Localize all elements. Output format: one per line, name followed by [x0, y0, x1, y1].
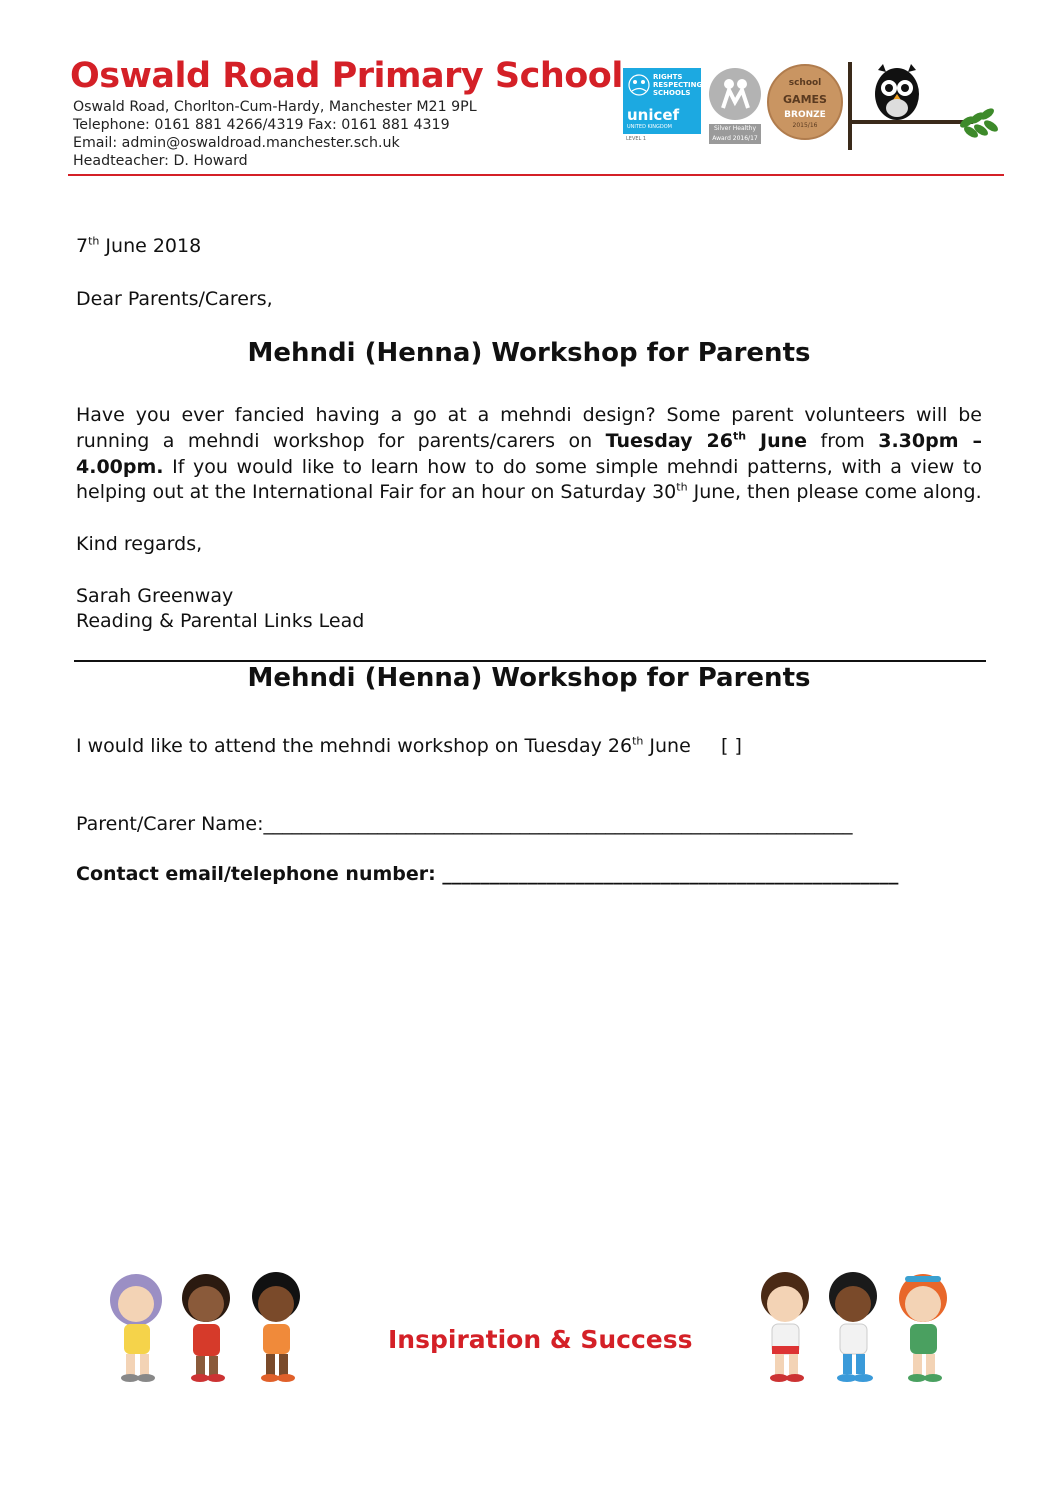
unicef-text: unicef [627, 106, 680, 124]
sport-award-label: Silver Healthy Award 2016/17 [709, 124, 761, 144]
letter-title: Mehndi (Henna) Workshop for Parents [247, 338, 811, 368]
school-motto: Inspiration & Success [388, 1325, 693, 1354]
headteacher: Headteacher: D. Howard [73, 153, 248, 169]
rights-respecting-icon [627, 72, 651, 98]
school-name: Oswald Road Primary School [70, 56, 623, 96]
games-top-text: school [788, 78, 822, 88]
cartoon-children-left-icon [96, 1262, 316, 1387]
letter-body: Have you ever fancied having a go at a mehndi design? Some parent volunteers will be running a mehndi workshop for parents/carers on Tuesday 26th June from 3.30pm – 4.00pm. If you would like to learn how to do some simple mehndi patterns, with a view to helping out at the International Fair for an hour on Saturday 30th June, then please come along. [76, 404, 983, 504]
cartoon-children-right-icon [745, 1262, 965, 1387]
attend-checkbox[interactable]: [ ] [721, 735, 742, 757]
rights-respecting-text: RIGHTS RESPECTING SCHOOLS [653, 73, 703, 97]
signer-role: Reading & Parental Links Lead [76, 610, 365, 632]
unicef-level-text: LEVEL 1 [626, 136, 647, 142]
unicef-sub-text: UNITED KINGDOM [627, 124, 672, 130]
owl-on-branch-icon [845, 62, 1005, 152]
sport-figures-icon [709, 68, 761, 120]
unicef-rights-respecting-logo [623, 68, 701, 134]
closing: Kind regards, [76, 533, 203, 555]
games-award-text: BRONZE [784, 110, 826, 120]
sport-award-logo [709, 68, 761, 120]
letterhead-rule [68, 174, 1004, 176]
games-mid-text: GAMES [783, 93, 827, 106]
school-email: Email: admin@oswaldroad.manchester.sch.uk [73, 135, 400, 151]
reply-slip-title: Mehndi (Henna) Workshop for Parents [247, 663, 811, 693]
contact-field[interactable]: Contact email/telephone number: ________________________________________________ [76, 863, 899, 885]
cut-line-divider [74, 660, 986, 662]
school-games-logo [767, 64, 843, 140]
parent-name-field[interactable]: Parent/Carer Name:______________________________________________________________ [76, 813, 853, 835]
signer-name: Sarah Greenway [76, 585, 234, 607]
school-telephone: Telephone: 0161 881 4266/4319 Fax: 0161 881 4319 [73, 117, 450, 133]
salutation: Dear Parents/Carers, [76, 288, 273, 310]
attend-statement: I would like to attend the mehndi workshop on Tuesday 26th June [76, 734, 691, 757]
school-address: Oswald Road, Chorlton-Cum-Hardy, Manchester M21 9PL [73, 99, 477, 115]
letter-date: 7th June 2018 [76, 234, 202, 257]
games-year-text: 2015/16 [792, 122, 818, 129]
